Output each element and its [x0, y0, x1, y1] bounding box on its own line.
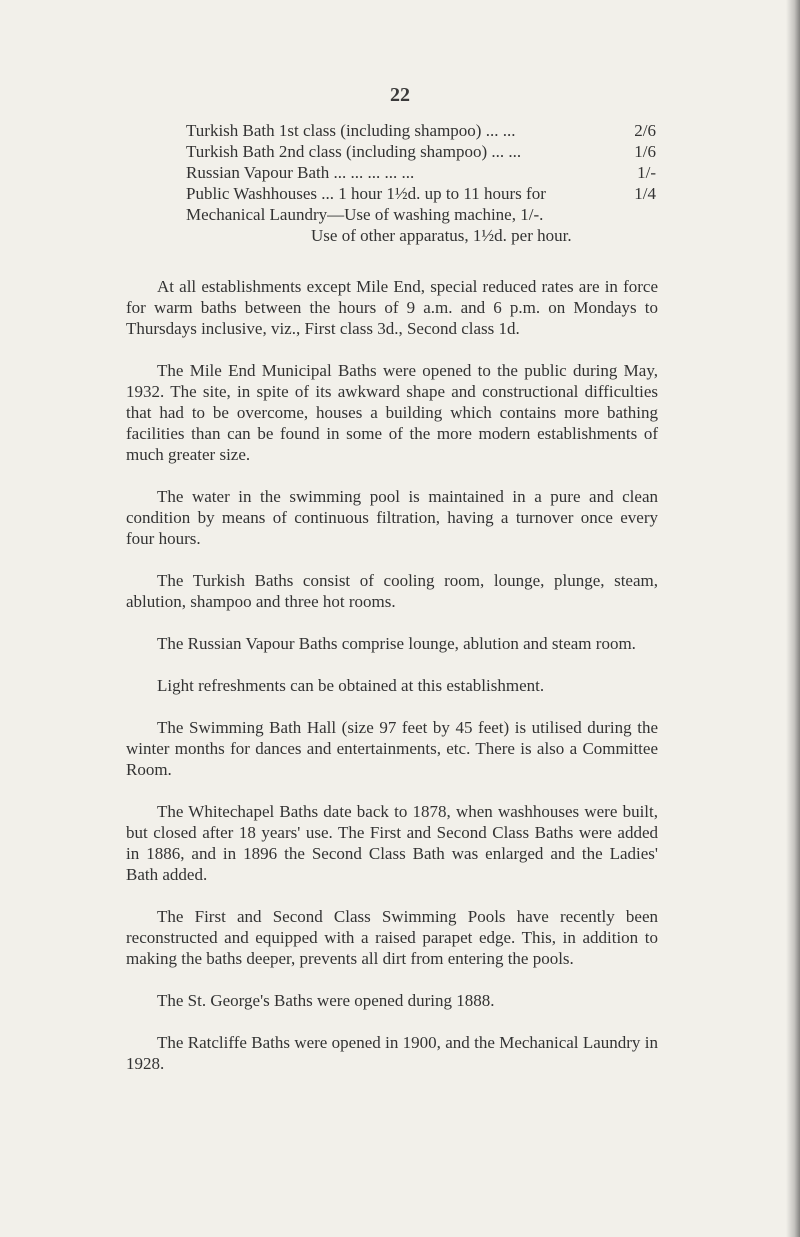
rate-value: 1/6 — [634, 142, 656, 161]
paragraph: The Whitechapel Baths date back to 1878, when washhouses were built, but closed after 18 years' use. The First and Second Class Baths were added in 1886, and in 1896 the Second Class Bath was enlarged and the Ladies' Bath added. — [126, 802, 658, 884]
rates-list — [186, 120, 656, 246]
paragraph: The St. George's Baths were opened during 1888. — [157, 991, 495, 1010]
rate-row-laundry: Mechanical Laundry—Use of washing machine, 1/-. — [186, 205, 544, 224]
paragraph: At all establishments except Mile End, special reduced rates are in force for warm baths between the hours of 9 a.m. and 6 p.m. on Mondays to Thursdays inclusive, viz., First class 3d., Second class 1d. — [126, 277, 658, 338]
rate-row-russian — [186, 162, 656, 183]
rate-row-turkish-second — [186, 141, 656, 162]
body-text — [126, 276, 658, 1074]
rate-label: Turkish Bath 1st class (including shampoo) ... ... — [186, 121, 516, 140]
paragraph: The Russian Vapour Baths comprise lounge, ablution and steam room. — [157, 634, 636, 653]
paragraph: Light refreshments can be obtained at this establishment. — [157, 676, 545, 695]
page-number: 22 — [390, 84, 410, 106]
rate-label: Russian Vapour Bath ... ... ... ... ... — [186, 163, 415, 182]
rate-row-washhouses — [186, 183, 656, 204]
paragraph: The water in the swimming pool is maintained in a pure and clean condition by means of continuous filtration, having a turnover once every four hours. — [126, 487, 658, 548]
rate-label: Public Washhouses ... 1 hour 1½d. up to 11 hours for — [186, 184, 546, 203]
paragraph: The Swimming Bath Hall (size 97 feet by 45 feet) is utilised during the winter months for dances and entertainments, etc. There is also a Committee Room. — [126, 718, 658, 779]
rate-value: 2/6 — [634, 121, 656, 140]
rate-row-laundry-other: Use of other apparatus, 1½d. per hour. — [311, 226, 572, 245]
paragraph: The Ratcliffe Baths were opened in 1900, and the Mechanical Laundry in 1928. — [126, 1033, 658, 1073]
paragraph: The First and Second Class Swimming Pools have recently been reconstructed and equipped with a raised parapet edge. This, in addition to making the baths deeper, prevents all dirt from entering the pools. — [126, 907, 658, 968]
rate-label: Turkish Bath 2nd class (including shampoo) ... ... — [186, 142, 522, 161]
page-edge-shadow — [786, 0, 800, 1237]
rate-value: 1/4 — [634, 184, 656, 203]
rate-row-turkish-first — [186, 120, 656, 141]
paragraph: The Mile End Municipal Baths were opened to the public during May, 1932. The site, in spite of its awkward shape and constructional difficulties that had to be overcome, houses a building which contains more bathing facilities than can be found in some of the more modern establishments of much greater size. — [126, 361, 658, 464]
paragraph: The Turkish Baths consist of cooling room, lounge, plunge, steam, ablution, shampoo and three hot rooms. — [126, 571, 658, 611]
rate-value: 1/- — [637, 163, 656, 182]
